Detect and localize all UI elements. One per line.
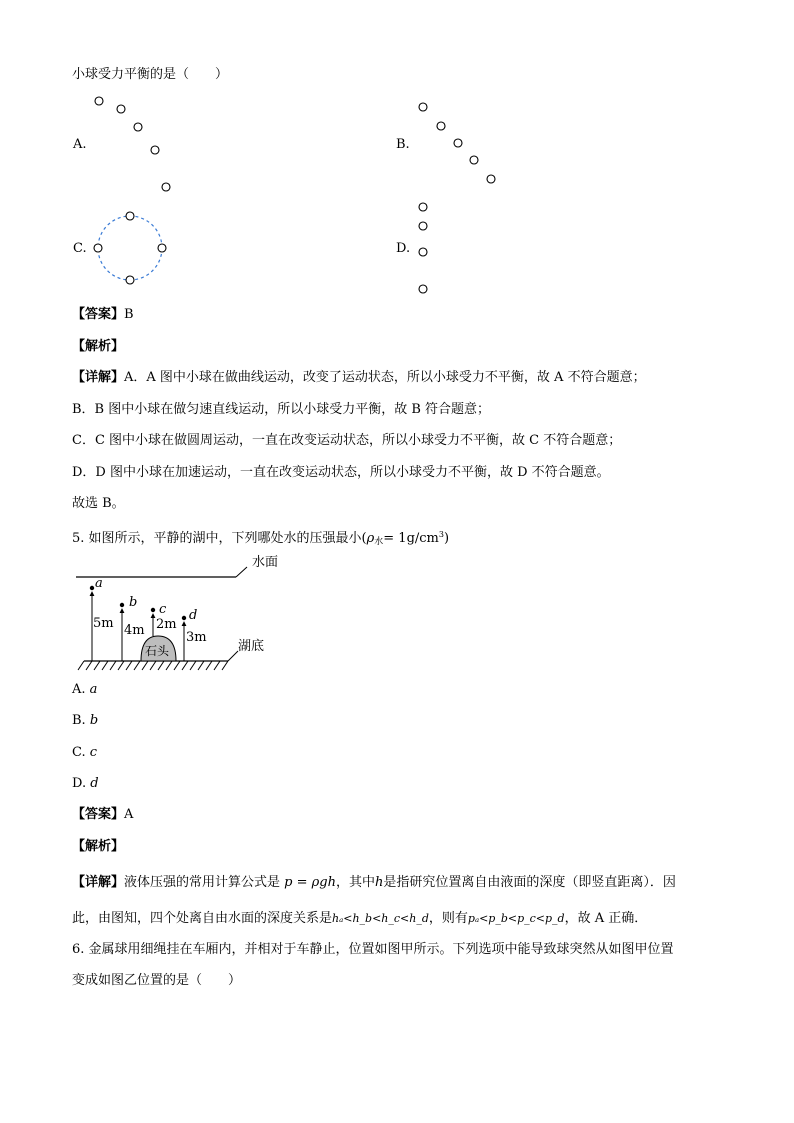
point-c-label: c (159, 602, 167, 617)
question-4-tail: 小球受力平衡的是（ ） (72, 67, 229, 82)
point-a-label: a (95, 576, 103, 591)
answer-value: B (124, 307, 134, 322)
q4-detail-line-1: 【详解】A．A 图中小球在做曲线运动，改变了运动状态，所以小球受力不平衡，故 A 不符合题意； (72, 370, 646, 385)
q4-detail-line-2: B．B 图中小球在做匀速直线运动，所以小球受力平衡，故 B 符合题意； (72, 402, 491, 417)
option-b-label: B. (396, 137, 410, 152)
water-surface-label: 水面 (252, 555, 279, 570)
q5-detail-line-2: 此，由图知，四个处离自由水面的深度关系是hₐ<h_b<h_c<h_d，则有pₐ<p_b<p_c<p_d，故 A 正确． (72, 911, 648, 926)
q5-option-c: C. c (72, 745, 98, 760)
point-b-label: b (129, 595, 138, 610)
q5-option-b: B. b (72, 713, 99, 728)
depth-b-label: 4m (124, 623, 145, 638)
question-6-line-2: 变成如图乙位置的是（ ） (72, 973, 242, 988)
option-d-label: D. (396, 241, 411, 256)
question-5-stem: 5. 如图所示，平静的湖中，下列哪处水的压强最小$(\rho_水= 1g/cm^3)$ (72, 530, 450, 547)
q5-detail-line-1: 【详解】液体压强的常用计算公式是 p = ρgh，其中h是指研究位置离自由液面的深度（即竖直距离）．因 (72, 875, 676, 890)
q5-option-d: D. d (72, 776, 99, 791)
point-d (182, 616, 186, 620)
stone-label: 石头 (145, 644, 170, 658)
option-c-label: C. (73, 241, 87, 256)
detail-tag: 【详解】 (72, 370, 125, 385)
q4-detail-line-5: 故选 B。 (72, 496, 125, 511)
q5-answer: 【答案】A (72, 807, 134, 822)
depth-a-label: 5m (93, 616, 114, 631)
q4-detail-line-3: C．C 图中小球在做圆周运动，一直在改变运动状态，所以小球受力不平衡，故 C 不符合题意； (72, 433, 622, 448)
q4-analysis-tag: 【解析】 (72, 339, 125, 354)
q5-analysis-tag: 【解析】 (72, 839, 125, 854)
question-6-line-1: 6. 金属球用细绳挂在车厢内，并相对于车静止，位置如图甲所示。下列选项中能导致球突然从如图甲位置 (72, 942, 674, 957)
point-a (90, 586, 94, 590)
q4-detail-line-4: D．D 图中小球在加速运动，一直在改变运动状态，所以小球受力不平衡，故 D 不符合题意。 (72, 465, 610, 480)
depth-c-label: 2m (156, 617, 177, 632)
lake-bottom-label: 湖底 (238, 639, 265, 654)
option-a-label: A. (73, 137, 87, 152)
q5-option-a: A. a (72, 682, 98, 697)
point-b (120, 603, 124, 607)
point-c (151, 608, 155, 612)
answer-tag: 【答案】 (72, 307, 125, 322)
point-d-label: d (189, 608, 198, 623)
depth-d-label: 3m (186, 630, 207, 645)
